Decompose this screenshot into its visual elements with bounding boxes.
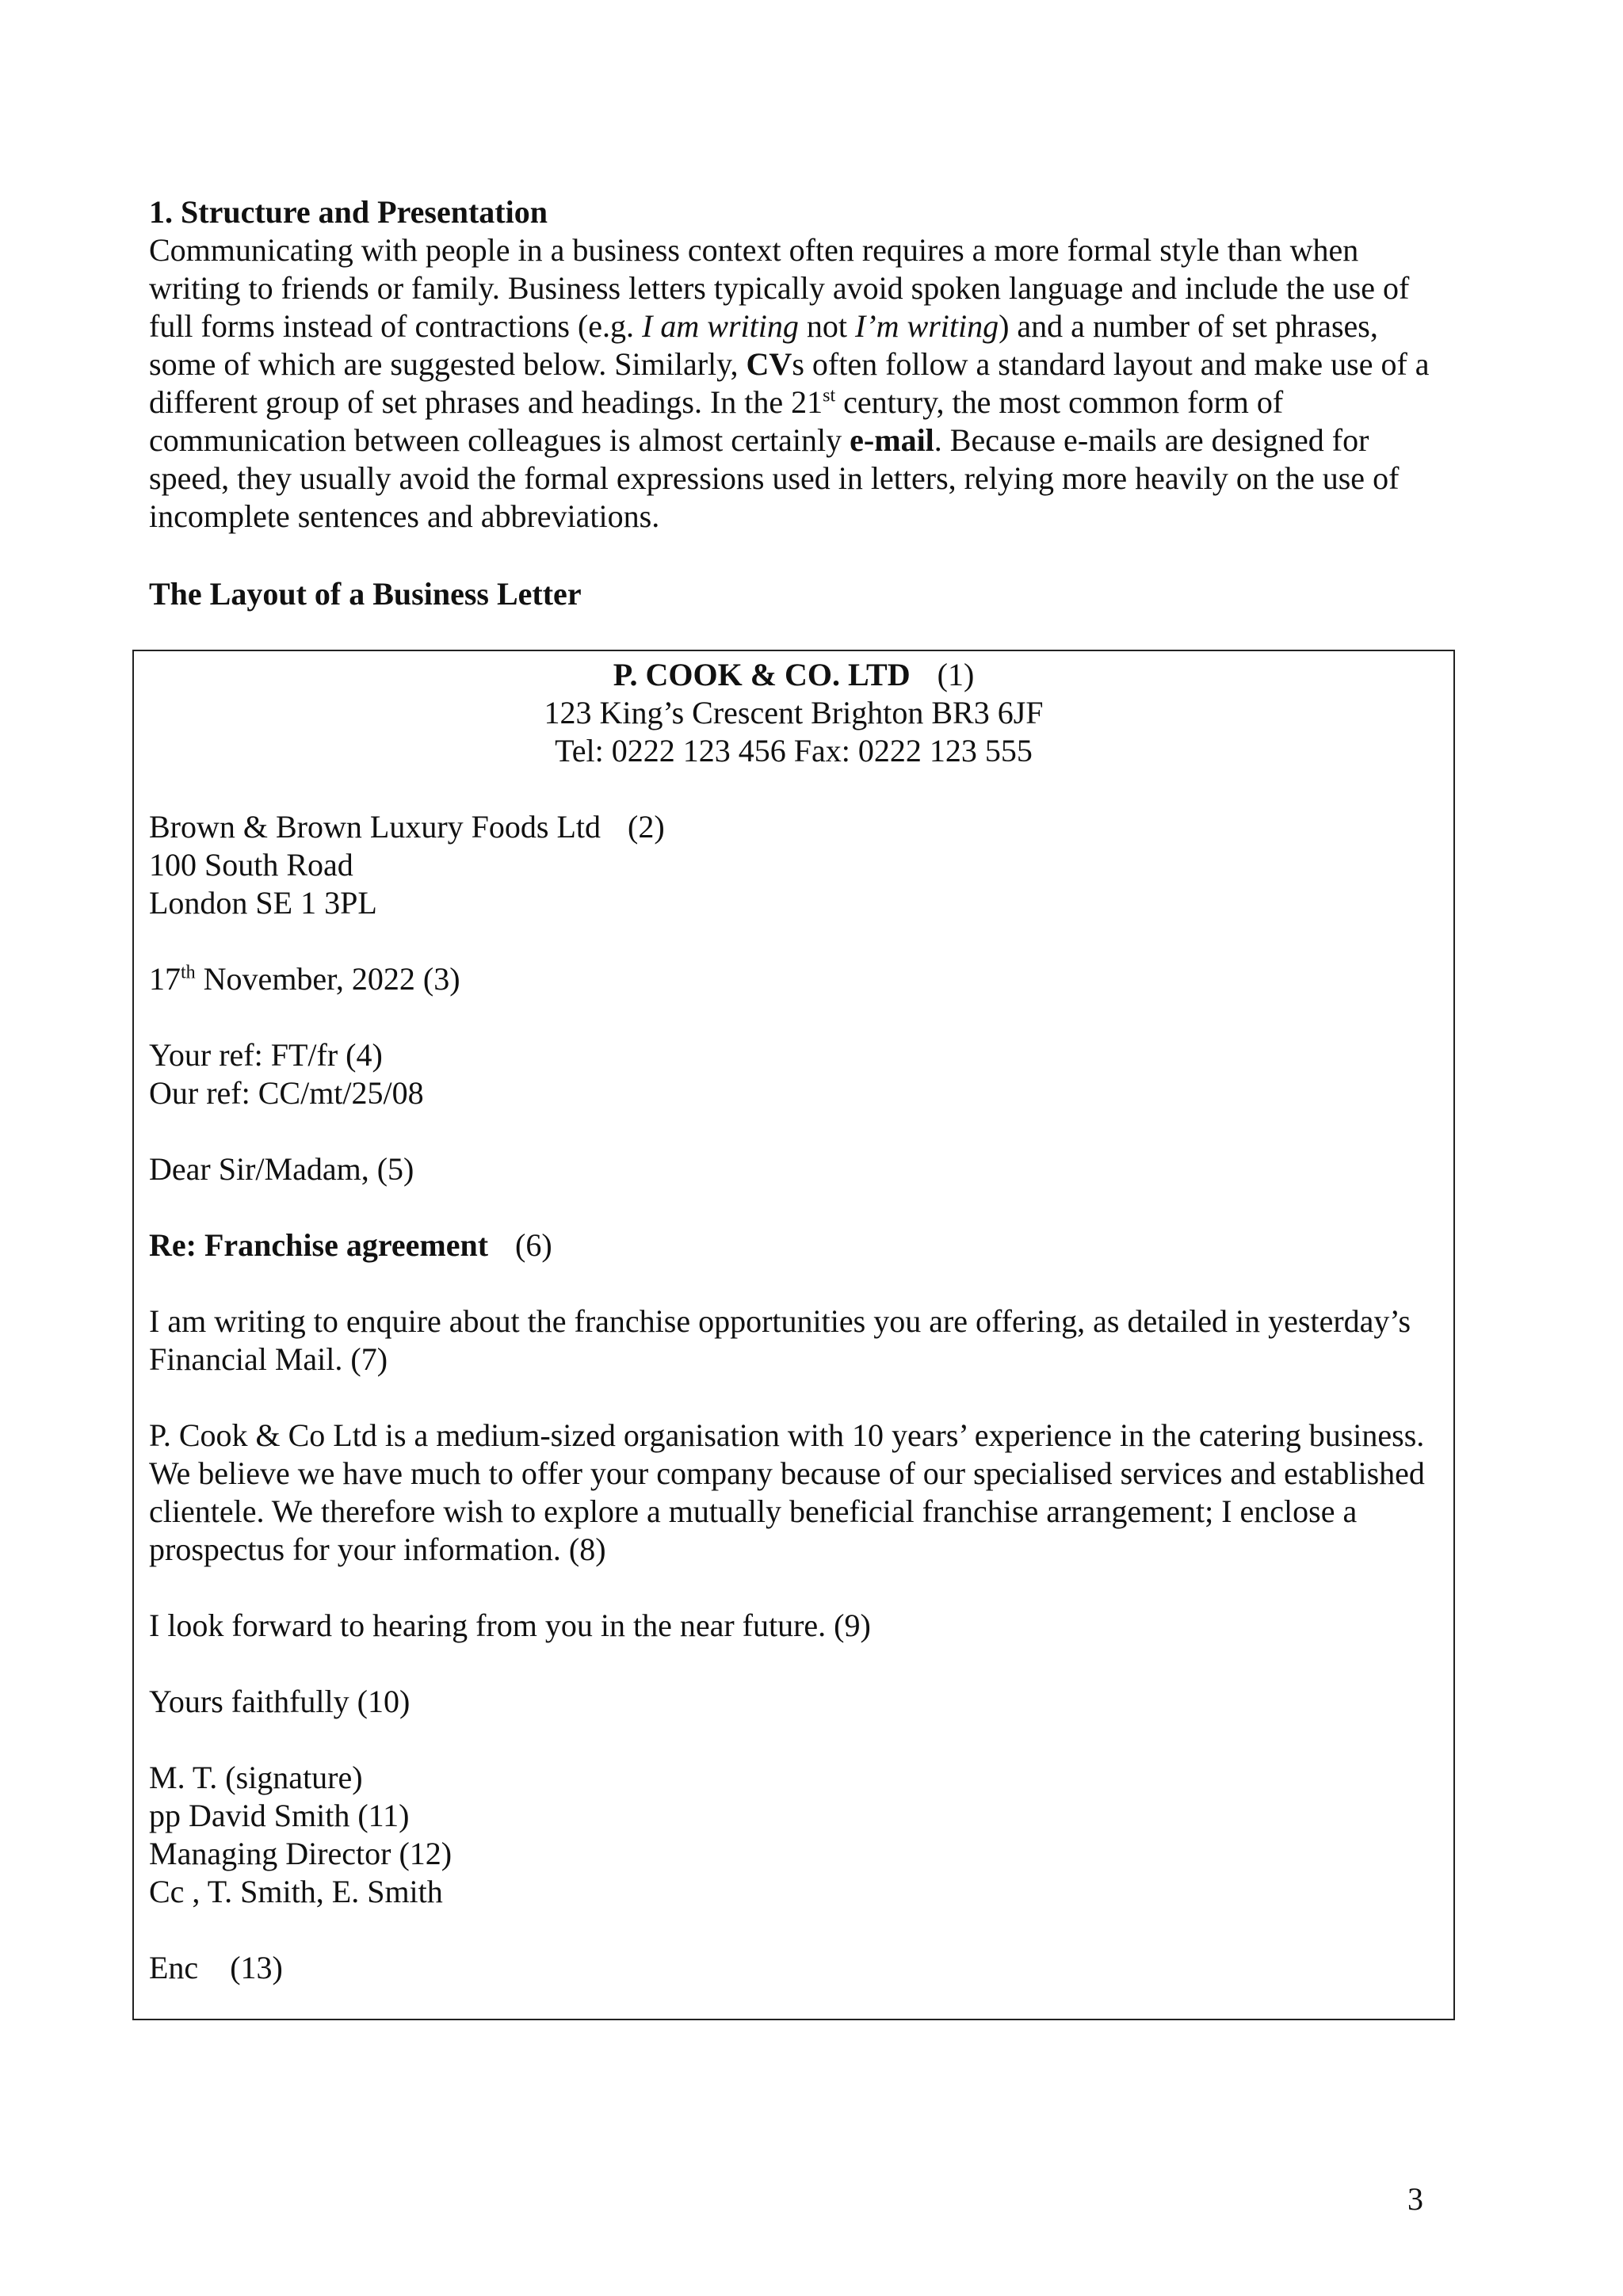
company-number-label: (1) [937,657,975,692]
date-suffix: th [181,962,196,983]
intro-text-3: ) and a number of set phrases, some of which are suggested below. Similarly, [149,308,1378,382]
enclosure-note: Enc (13) [149,1950,283,1985]
letterhead-company-line [134,656,1453,694]
intro-text-4: s often follow a standard layout and make use of a different group of set phrases and headings. In the 21 [149,346,1430,420]
recipient-address [149,808,1433,922]
intro-paragraph [149,231,1449,536]
salutation: Dear Sir/Madam, (5) [149,1151,414,1187]
date-day: 17 [149,961,181,997]
company-name: P. COOK & CO. LTD [613,657,911,692]
example-full-form: I am writing [642,308,799,344]
subject-text: Re: Franchise agreement [149,1227,489,1263]
sample-letter-box [132,650,1455,2020]
recipient-name: Brown & Brown Luxury Foods Ltd [149,809,601,845]
intro-section [149,193,1449,536]
signatory-title: Managing Director (12) [149,1836,453,1871]
letter-date [149,960,1433,998]
references [149,1036,1433,1112]
email-term: e-mail [850,422,934,458]
intro-text-1: Communicating with people in a business context often requires a more formal style than when writing to friends or family. Business letters typically avoid spoken language and include the use of full forms instead of contractions (e.g. [149,232,1410,344]
date-rest: November, 2022 (3) [195,961,460,997]
intro-text-2: not [798,308,855,344]
our-reference: Our ref: CC/mt/25/08 [149,1075,424,1111]
opening-paragraph: I am writing to enquire about the franchise opportunities you are offering, as detailed in yesterday’s Financial Mail. (7) [149,1303,1411,1377]
company-address: 123 King’s Crescent Brighton BR3 6JF [544,695,1044,730]
recipient-number-label: (2) [628,809,665,845]
recipient-street: 100 South Road [149,847,353,883]
page-number: 3 [1407,2181,1423,2217]
signature-block [149,1759,1433,1911]
subject-number-label: (6) [515,1227,552,1263]
closing-paragraph: I look forward to hearing from you in the near future. (9) [149,1608,871,1643]
signature: M. T. (signature) [149,1760,363,1795]
letter-body [149,808,1433,2025]
letterhead [134,656,1453,770]
recipient-city: London SE 1 3PL [149,885,377,921]
main-paragraph: P. Cook & Co Ltd is a medium-sized organisation with 10 years’ experience in the catering business. We believe we have much to offer your company because of our specialised services and established clientele. We therefore wish to explore a mutually beneficial franchise arrangement; I enclose a prospectus for your information. (8) [149,1417,1425,1567]
your-reference: Your ref: FT/fr (4) [149,1037,383,1073]
per-procurationem: pp David Smith (11) [149,1798,410,1833]
section-heading: 1. Structure and Presentation [149,194,548,230]
complimentary-close: Yours faithfully (10) [149,1684,411,1719]
subject-line [149,1226,1433,1264]
example-contraction: I’m writing [854,308,999,344]
carbon-copy: Cc , T. Smith, E. Smith [149,1874,443,1909]
company-contact: Tel: 0222 123 456 Fax: 0222 123 555 [555,733,1033,769]
intro-text-6: . Because e-mails are designed for speed, they usually avoid the formal expressions used in letters, relying more heavily on the use of incomplete sentences and abbreviations. [149,422,1400,534]
ordinal-suffix: st [823,385,836,406]
layout-heading: The Layout of a Business Letter [149,576,582,612]
cv-term: CV [746,346,792,382]
intro-text-5: century, the most common form of communication between colleagues is almost certainly [149,384,1284,458]
